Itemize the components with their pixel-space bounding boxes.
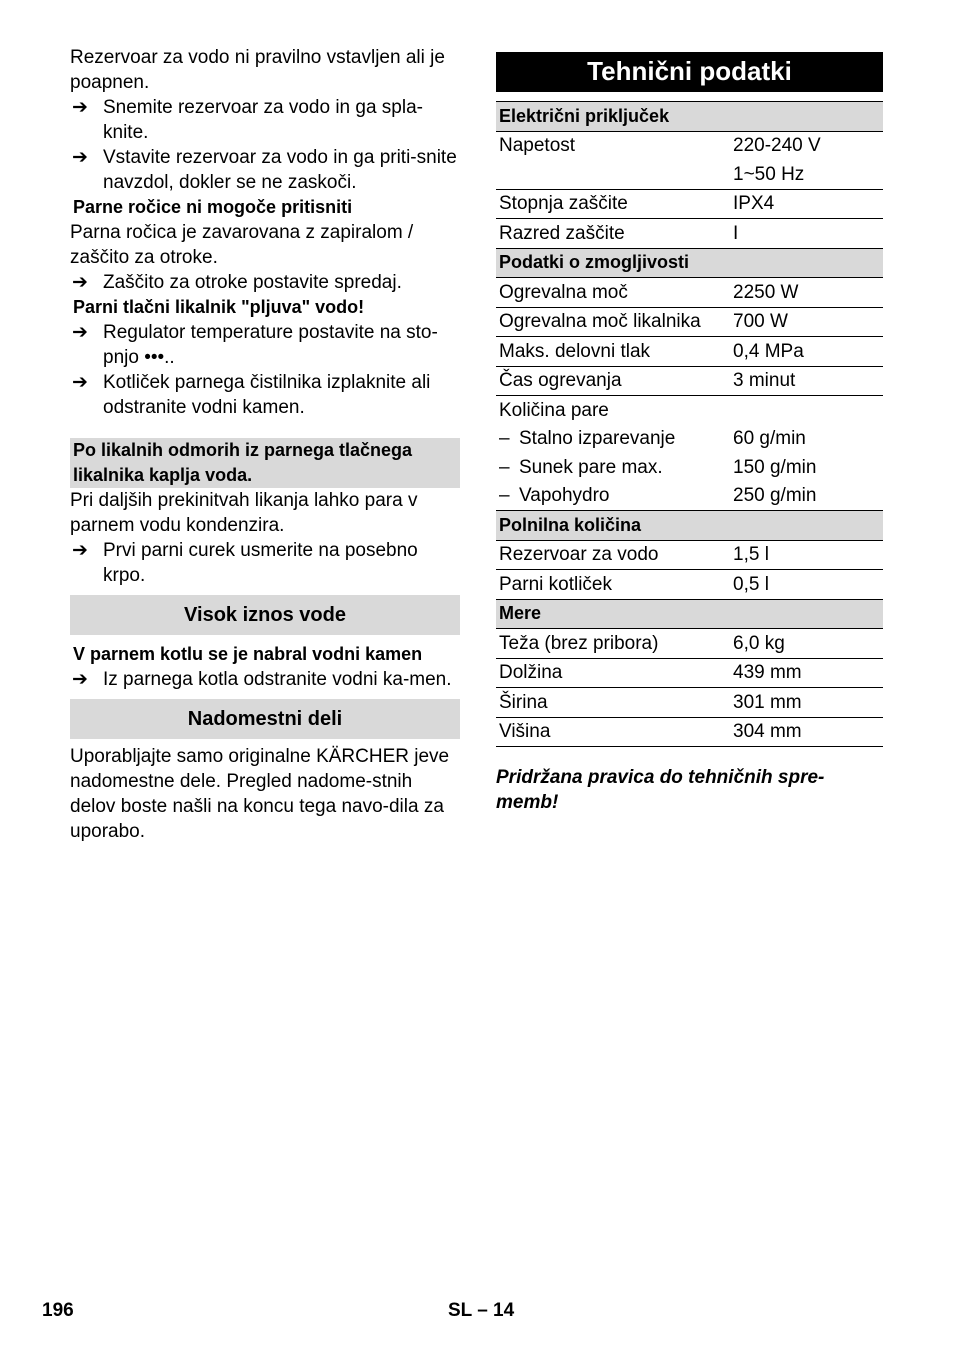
arrow-icon: ➔ bbox=[72, 540, 88, 561]
table-cell-value bbox=[733, 629, 883, 659]
table-group-label: Podatki o zmogljivosti bbox=[496, 248, 883, 278]
table-group-row bbox=[496, 102, 883, 132]
value-text: 1~50 Hz bbox=[733, 163, 805, 185]
value-text: 439 mm bbox=[733, 662, 802, 684]
table-cell-label bbox=[496, 278, 733, 308]
table-row bbox=[496, 658, 883, 688]
table-row bbox=[496, 160, 883, 189]
arrow-icon: ➔ bbox=[72, 669, 88, 690]
spec-table bbox=[496, 101, 883, 747]
subheading: Parni tlačni likalnik "pljuva" vodo! bbox=[73, 297, 365, 317]
value-text: 2250 W bbox=[733, 281, 799, 303]
disclaimer-note: Pridržana pravica do tehničnih spre-memb! bbox=[496, 767, 825, 813]
subheading: V parnem kotlu se je nabral vodni kamen bbox=[73, 644, 423, 664]
list-item-text: Iz parnega kotla odstranite vodni ka-men. bbox=[103, 669, 452, 690]
list-item-text: Regulator temperature postavite na sto-pnjo •••.. bbox=[103, 322, 438, 368]
table-cell-value bbox=[733, 717, 883, 747]
table-cell-label bbox=[496, 629, 733, 659]
table-cell-label bbox=[496, 219, 733, 249]
table-row bbox=[496, 482, 883, 511]
arrow-icon: ➔ bbox=[72, 322, 88, 343]
table-row bbox=[496, 366, 883, 396]
table-cell-value bbox=[733, 396, 883, 425]
intro-text: Rezervoar za vodo ni pravilno vstavljen ali je poapnen. bbox=[70, 47, 445, 93]
table-row bbox=[496, 425, 883, 454]
value-text: 220-240 V bbox=[733, 135, 821, 157]
value-text: 60 g/min bbox=[733, 428, 806, 450]
table-cell-label bbox=[496, 482, 733, 511]
list-item bbox=[70, 667, 460, 692]
table-row bbox=[496, 131, 883, 160]
table-cell-label bbox=[496, 453, 733, 482]
page-number: 196 bbox=[42, 1300, 74, 1321]
dash-mark: – bbox=[499, 428, 510, 450]
value-text: 700 W bbox=[733, 311, 788, 333]
list-item-text: Kotliček parnega čistilnika izplaknite ali odstranite vodni kamen. bbox=[103, 372, 431, 418]
table-group-row bbox=[496, 511, 883, 541]
table-row bbox=[496, 219, 883, 249]
paragraph: Pri daljših prekinitvah likanja lahko para v parnem vodu kondenzira. bbox=[70, 490, 418, 536]
table-cell-label bbox=[496, 425, 733, 454]
value-text: 301 mm bbox=[733, 691, 802, 713]
table-cell-label bbox=[496, 337, 733, 367]
value-text: 0,5 l bbox=[733, 573, 769, 595]
arrow-icon: ➔ bbox=[72, 147, 88, 168]
table-row bbox=[496, 540, 883, 570]
section-heading-spare-parts: Nadomestni deli bbox=[70, 699, 460, 739]
label-text: Ogrevalna moč bbox=[499, 281, 628, 303]
list-item-text: Prvi parni curek usmerite na posebno krpo. bbox=[103, 540, 418, 586]
label-text: Parni kotliček bbox=[499, 573, 612, 595]
table-row bbox=[496, 278, 883, 308]
table-cell-value bbox=[733, 540, 883, 570]
table-cell-label bbox=[496, 688, 733, 718]
table-row bbox=[496, 717, 883, 747]
table-cell-label bbox=[496, 658, 733, 688]
table-cell-label bbox=[496, 160, 733, 189]
table-cell-label bbox=[496, 131, 733, 160]
table-cell-value bbox=[733, 688, 883, 718]
label-text: Čas ogrevanja bbox=[499, 370, 622, 392]
value-text: 150 g/min bbox=[733, 456, 817, 478]
table-row bbox=[496, 688, 883, 718]
label-text: Teža (brez pribora) bbox=[499, 632, 659, 654]
label-text: Vapohydro bbox=[519, 485, 610, 507]
table-cell-value bbox=[733, 219, 883, 249]
right-column bbox=[496, 52, 883, 815]
label-text: Količina pare bbox=[499, 399, 609, 421]
list-item bbox=[70, 95, 460, 145]
value-text: 6,0 kg bbox=[733, 632, 785, 654]
arrow-icon: ➔ bbox=[72, 272, 88, 293]
list-item bbox=[70, 320, 460, 370]
table-row bbox=[496, 629, 883, 659]
list-item bbox=[70, 145, 460, 195]
table-cell-value bbox=[733, 160, 883, 189]
page-locale: SL – 14 bbox=[448, 1300, 515, 1321]
paragraph: Parna ročica je zavarovana z zapiralom / zaščito za otroke. bbox=[70, 222, 414, 268]
label-text: Dolžina bbox=[499, 662, 563, 684]
table-cell-value bbox=[733, 453, 883, 482]
table-cell-value bbox=[733, 482, 883, 511]
section-title-technical-data: Tehnični podatki bbox=[496, 52, 883, 92]
left-column bbox=[70, 45, 460, 844]
section-heading-high-water: Visok iznos vode bbox=[70, 595, 460, 635]
label-text: Stalno izparevanje bbox=[519, 428, 676, 450]
dash-mark: – bbox=[499, 485, 510, 507]
list-item-text: Snemite rezervoar za vodo in ga spla-knite. bbox=[103, 97, 423, 143]
value-text: 1,5 l bbox=[733, 544, 769, 566]
value-text: 304 mm bbox=[733, 721, 802, 743]
arrow-icon: ➔ bbox=[72, 372, 88, 393]
table-cell-value bbox=[733, 131, 883, 160]
label-text: Stopnja zaščite bbox=[499, 193, 628, 215]
value-text: 0,4 MPa bbox=[733, 340, 804, 362]
dash-mark: – bbox=[499, 456, 510, 478]
table-group-row bbox=[496, 248, 883, 278]
label-text: Sunek pare max. bbox=[519, 456, 663, 478]
table-row bbox=[496, 570, 883, 600]
table-cell-value bbox=[733, 189, 883, 219]
table-row bbox=[496, 453, 883, 482]
value-text: IPX4 bbox=[733, 193, 775, 215]
table-row bbox=[496, 396, 883, 425]
table-cell-value bbox=[733, 570, 883, 600]
table-group-label: Električni priključek bbox=[496, 102, 883, 132]
table-cell-label bbox=[496, 540, 733, 570]
table-row bbox=[496, 189, 883, 219]
value-text: I bbox=[733, 222, 739, 244]
value-text: 250 g/min bbox=[733, 485, 817, 507]
shaded-heading: Po likalnih odmorih iz parnega tlačnega likalnika kaplja voda. bbox=[70, 438, 460, 488]
list-item bbox=[70, 370, 460, 420]
value-text: 3 minut bbox=[733, 370, 796, 392]
table-cell-value bbox=[733, 278, 883, 308]
paragraph: Uporabljajte samo originalne KÄRCHER jeve nadomestne dele. Pregled nadome-stnih delov boste našli na koncu tega navo-dila za uporabo. bbox=[70, 746, 450, 842]
table-cell-value bbox=[733, 658, 883, 688]
list-item-text: Zaščito za otroke postavite spredaj. bbox=[103, 272, 402, 293]
list-item bbox=[70, 270, 460, 295]
table-cell-value bbox=[733, 307, 883, 337]
table-cell-label bbox=[496, 717, 733, 747]
subheading: Parne ročice ni mogoče pritisniti bbox=[73, 197, 353, 217]
arrow-icon: ➔ bbox=[72, 97, 88, 118]
label-text: Višina bbox=[499, 721, 551, 743]
table-group-row bbox=[496, 599, 883, 629]
table-row bbox=[496, 337, 883, 367]
label-text: Maks. delovni tlak bbox=[499, 340, 651, 362]
table-group-label: Mere bbox=[496, 599, 883, 629]
list-item bbox=[70, 538, 460, 588]
label-text: Ogrevalna moč likalnika bbox=[499, 311, 701, 333]
label-text: Razred zaščite bbox=[499, 222, 625, 244]
table-cell-label bbox=[496, 366, 733, 396]
table-row bbox=[496, 307, 883, 337]
label-text: Širina bbox=[499, 691, 548, 713]
table-cell-label bbox=[496, 307, 733, 337]
list-item-text: Vstavite rezervoar za vodo in ga priti-snite navzdol, dokler se ne zaskoči. bbox=[103, 147, 457, 193]
table-cell-value bbox=[733, 337, 883, 367]
table-cell-value bbox=[733, 425, 883, 454]
table-cell-value bbox=[733, 366, 883, 396]
label-text: Rezervoar za vodo bbox=[499, 544, 659, 566]
label-text: Napetost bbox=[499, 135, 576, 157]
table-cell-label bbox=[496, 189, 733, 219]
table-cell-label bbox=[496, 570, 733, 600]
table-cell-label bbox=[496, 396, 733, 425]
table-group-label: Polnilna količina bbox=[496, 511, 883, 541]
